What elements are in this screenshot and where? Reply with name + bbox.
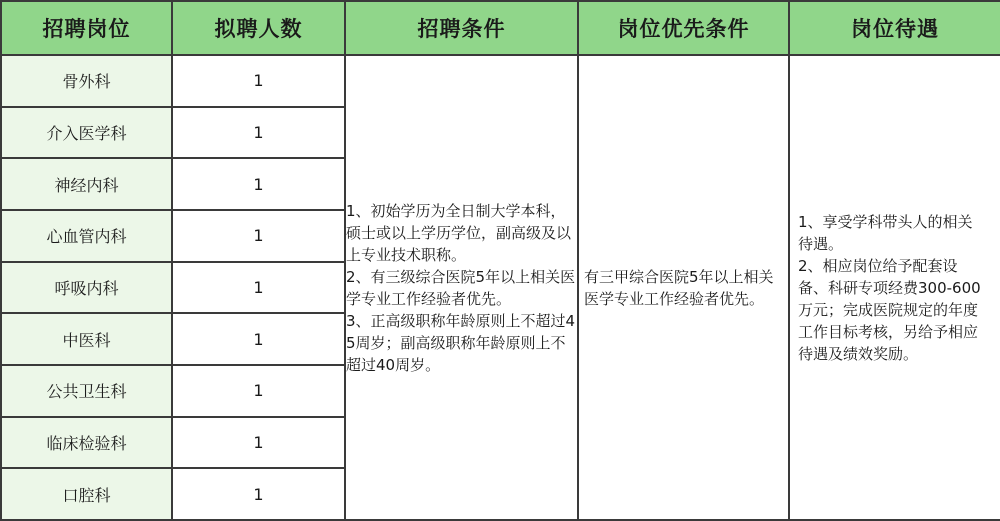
count-cell: 1 <box>172 55 345 107</box>
dept-cell: 心血管内科 <box>1 210 172 262</box>
header-priority: 岗位优先条件 <box>578 1 789 55</box>
benefits-cell: 1、享受学科带头人的相关待遇。 2、相应岗位给予配套设备、科研专项经费300-600万元；完成医院规定的年度工作目标考核，另给予相应待遇及绩效奖励。 <box>789 55 1000 520</box>
dept-cell: 公共卫生科 <box>1 365 172 417</box>
dept-cell: 呼吸内科 <box>1 262 172 314</box>
count-cell: 1 <box>172 107 345 159</box>
header-benefits: 岗位待遇 <box>789 1 1000 55</box>
count-cell: 1 <box>172 158 345 210</box>
priority-cell: 有三甲综合医院5年以上相关医学专业工作经验者优先。 <box>578 55 789 520</box>
table-row <box>1 55 1000 107</box>
dept-cell: 临床检验科 <box>1 417 172 469</box>
dept-cell: 骨外科 <box>1 55 172 107</box>
dept-cell: 口腔科 <box>1 468 172 520</box>
header-position: 招聘岗位 <box>1 1 172 55</box>
count-cell: 1 <box>172 468 345 520</box>
count-cell: 1 <box>172 365 345 417</box>
count-cell: 1 <box>172 262 345 314</box>
count-cell: 1 <box>172 417 345 469</box>
count-cell: 1 <box>172 210 345 262</box>
dept-cell: 中医科 <box>1 313 172 365</box>
header-row <box>1 1 1000 55</box>
header-count: 拟聘人数 <box>172 1 345 55</box>
header-conditions: 招聘条件 <box>345 1 578 55</box>
dept-cell: 神经内科 <box>1 158 172 210</box>
count-cell: 1 <box>172 313 345 365</box>
dept-cell: 介入医学科 <box>1 107 172 159</box>
conditions-cell: 1、初始学历为全日制大学本科，硕士或以上学历学位，副高级及以上专业技术职称。 2、有三级综合医院5年以上相关医学专业工作经验者优先。 3、正高级职称年龄原则上不超过45周岁；副高级职称年龄原则上不超过40周岁。 <box>345 55 578 520</box>
